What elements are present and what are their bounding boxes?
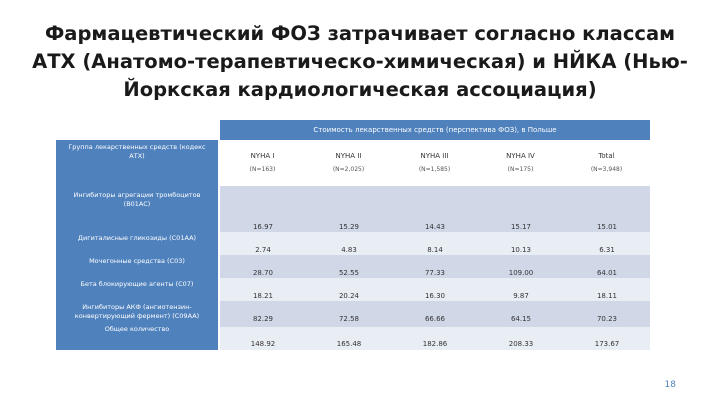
table-cell: 72.58: [338, 315, 360, 323]
table-cell: 4.83: [341, 246, 357, 254]
table-cell: 52.55: [338, 269, 360, 277]
column-label: NYHA IV: [506, 151, 535, 160]
column-n: (N=1,585): [418, 165, 451, 173]
table-cell: 18.21: [252, 292, 274, 300]
table-cell: 20.24: [338, 292, 360, 300]
row-label: Бета блокирующие агенты (C07): [80, 280, 194, 288]
table-cell: 2.74: [255, 246, 271, 254]
table-cell: 9.87: [513, 292, 529, 300]
table-cell: 16.97: [252, 223, 274, 231]
table-cell: 10.13: [510, 246, 532, 254]
row-label-column: [56, 140, 218, 350]
column-n: (N=2,025): [332, 165, 365, 173]
column-n: (N=175): [507, 165, 534, 173]
table-cell: 15.29: [338, 223, 360, 231]
row-label: Мочегонные средства (C03): [89, 257, 185, 265]
table-cell: 173.67: [594, 340, 620, 348]
column-n: (N=163): [249, 165, 276, 173]
column-label: NYHA III: [420, 151, 449, 160]
column-header: [392, 140, 478, 185]
table-cell: 208.33: [508, 340, 534, 348]
table-cell: 77.33: [424, 269, 446, 277]
table-header-band: Стоимость лекарственных средств (перспектива ФОЗ), в Польше: [220, 120, 650, 140]
column-label: NYHA I: [250, 151, 275, 160]
row-label: Ингибиторы агрегации тромбоцитов (B01AC): [73, 191, 201, 208]
slide-title: Фармацевтический ФОЗ затрачивает согласно классам АТХ (Анатомо-терапевтическо-химическая) и НЙКА (Нью-Йоркская кардиологическая ассоциация): [32, 22, 688, 101]
group-header: Группа лекарственных средств (кодекс АТХ): [68, 143, 206, 160]
row-label: Ингибиторы АКФ (ангиотензин-конвертирующий фермент) (C09AA): [74, 303, 200, 320]
table-cell: 182.86: [422, 340, 448, 348]
table-cell: 28.70: [252, 269, 274, 277]
column-n: (N=3,948): [590, 165, 623, 173]
table-cell: 14.43: [424, 223, 446, 231]
column-header: [478, 140, 564, 185]
table-band: [220, 301, 650, 327]
table-cell: 64.01: [596, 269, 618, 277]
page-number: 18: [664, 380, 676, 390]
column-label: Total: [598, 151, 615, 160]
table-cell: 6.31: [599, 246, 615, 254]
table-cell: 82.29: [252, 315, 274, 323]
table-cell: 148.92: [250, 340, 276, 348]
table-cell: 18.11: [596, 292, 618, 300]
table-cell: 66.66: [424, 315, 446, 323]
table-cell: 16.30: [424, 292, 446, 300]
column-header: [306, 140, 392, 185]
table-cell: 8.14: [427, 246, 443, 254]
table-cell: 15.17: [510, 223, 532, 231]
table-cell: 70.23: [596, 315, 618, 323]
table-cell: 15.01: [596, 223, 618, 231]
column-header: [564, 140, 650, 185]
row-label: Дигиталисные гликозиды (C01AA): [77, 234, 197, 242]
column-label: NYHA II: [335, 151, 362, 160]
table-cell: 64.15: [510, 315, 532, 323]
table-cell: 109.00: [508, 269, 534, 277]
row-label: Общее количество: [104, 325, 170, 333]
column-header: [220, 140, 306, 185]
table-cell: 165.48: [336, 340, 362, 348]
